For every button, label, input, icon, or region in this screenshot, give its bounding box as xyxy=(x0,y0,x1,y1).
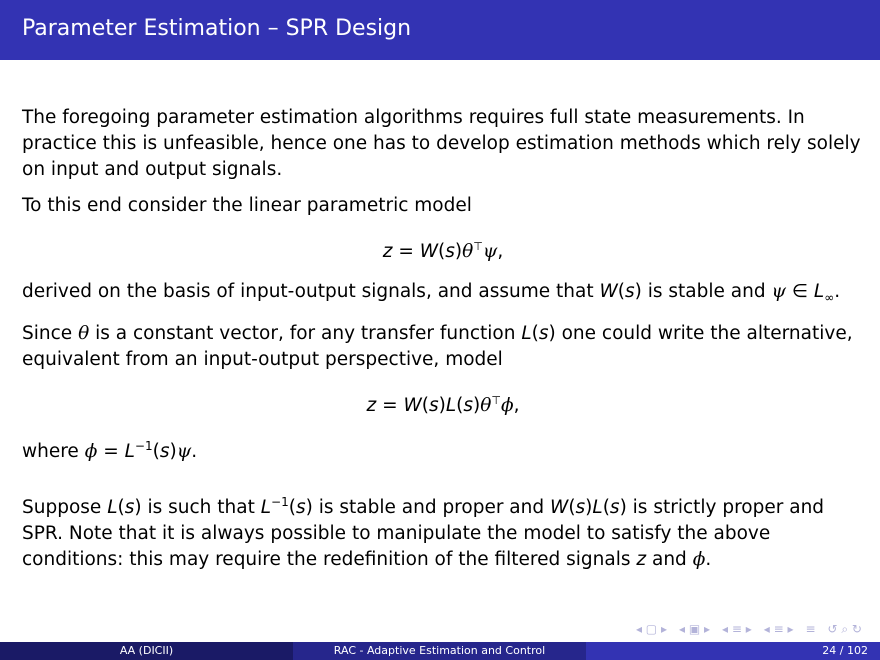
slide-footer xyxy=(0,642,880,660)
slide-title: Parameter Estimation – SPR Design xyxy=(22,16,412,41)
nav-frame-left-icon[interactable]: ◂ ▢ ▸ xyxy=(635,622,667,636)
paragraph-3: derived on the basis of input-output signals, and assume that W(s) is stable and ψ ∈ $L_\infty$. xyxy=(22,281,841,305)
paragraph-5: where $\phi = L^{-1}(s)\psi$. xyxy=(22,439,198,463)
nav-subsection-icon[interactable]: ◂ ≡ ▸ xyxy=(763,622,794,636)
paragraph-4: Since θ is a constant vector, for any transfer function L(s) one could write the alternative, equivalent from an input-output perspective, model xyxy=(22,322,853,370)
paragraph-2: To this end consider the linear parametric model xyxy=(22,195,472,216)
equation-2: z = W(s)L(s)θ⊤ϕ, xyxy=(366,393,520,416)
slide-content xyxy=(22,105,864,573)
paragraph-6: Suppose L(s) is such that $L^{-1}(s)$ is stable and proper and W(s)L(s) is strictly proper and SPR. Note that it is always possible to manipulate the model to satisfy the above conditions: this may require the redefinition of the filtered signals z and ϕ. xyxy=(22,495,825,571)
footer-page: 24 / 102 xyxy=(586,642,880,660)
paragraph-1: The foregoing parameter estimation algorithms requires full state measurements. In practice this is unfeasible, hence one has to develop estimation methods which rely solely on input and output signals. xyxy=(22,107,861,180)
nav-search-icon[interactable]: ↺ ⌕ ↻ xyxy=(827,621,862,636)
nav-section-icon[interactable]: ◂ ≡ ▸ xyxy=(722,622,752,636)
slide-header xyxy=(0,0,880,60)
beamer-navigation xyxy=(636,621,862,637)
footer-author: AA (DICII) xyxy=(0,642,293,660)
nav-align-icon[interactable]: ≡ xyxy=(805,622,816,636)
nav-frame-right-icon[interactable]: ◂ ▣ ▸ xyxy=(678,622,710,636)
footer-title: RAC - Adaptive Estimation and Control xyxy=(293,642,586,660)
equation-1: z = W(s)θ⊤ψ, xyxy=(382,240,504,263)
